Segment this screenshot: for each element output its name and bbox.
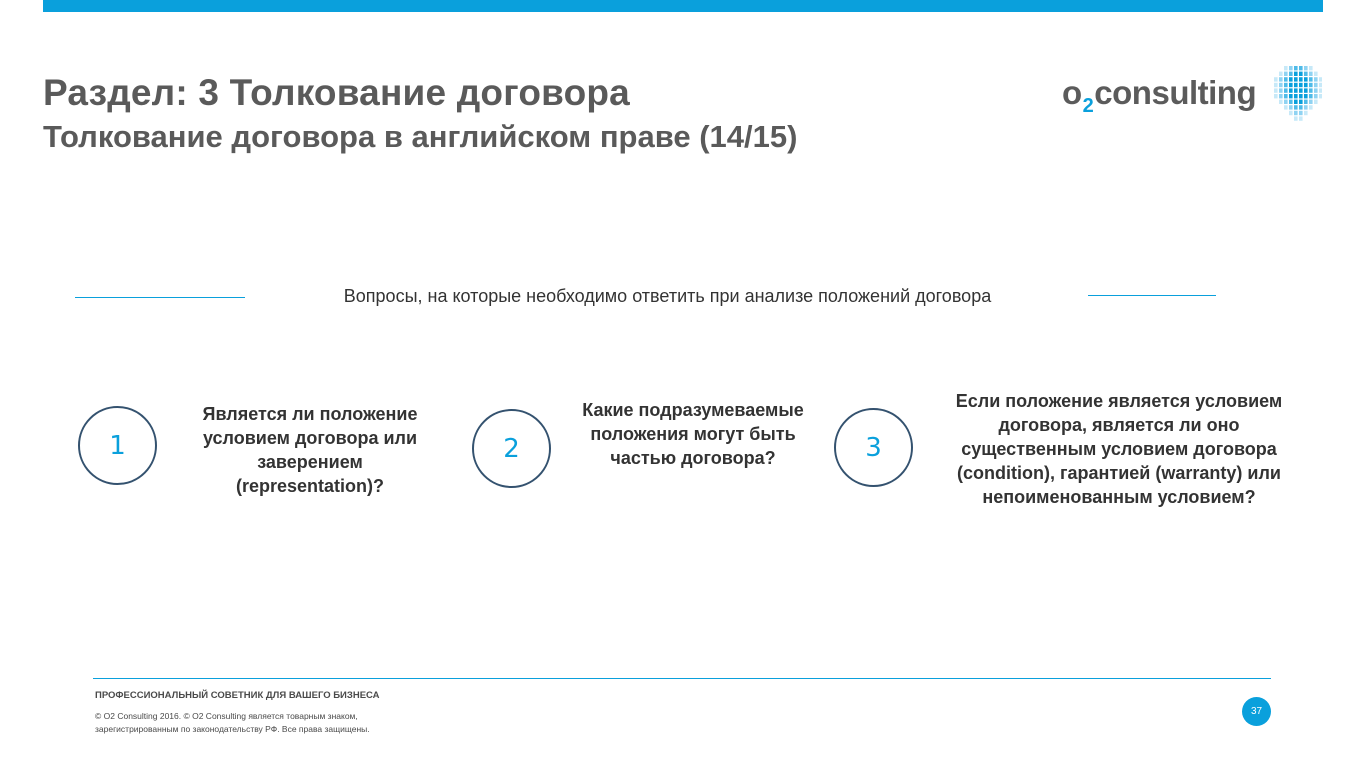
logo-square	[1309, 88, 1313, 92]
logo-square	[1289, 105, 1293, 109]
page-title: Раздел: 3 Толкование договора	[43, 72, 630, 113]
logo-square	[1314, 100, 1318, 104]
logo-square	[1289, 94, 1293, 98]
logo-square	[1274, 94, 1278, 98]
logo-square	[1314, 88, 1318, 92]
logo-square	[1299, 111, 1303, 115]
globe-logo-icon	[1272, 64, 1322, 124]
section-line-left	[75, 297, 245, 298]
logo-square	[1309, 77, 1313, 81]
section-heading: Вопросы, на которые необходимо ответить при анализе положений договора	[343, 286, 992, 306]
logo-square	[1284, 88, 1288, 92]
logo-square	[1299, 77, 1303, 81]
logo-wordmark	[1062, 74, 1257, 117]
logo-square	[1284, 83, 1288, 87]
logo-square	[1314, 83, 1318, 87]
logo-square	[1289, 77, 1293, 81]
logo-square	[1279, 94, 1283, 98]
logo-subscript: 2	[1082, 95, 1094, 117]
question-text-2: Какие подразумеваемые положения могут быть частью договора?	[582, 400, 804, 468]
logo-square	[1304, 100, 1308, 104]
logo-square	[1299, 116, 1303, 120]
logo-square	[1309, 72, 1313, 76]
logo-square	[1289, 111, 1293, 115]
logo-square	[1304, 88, 1308, 92]
logo-square	[1304, 83, 1308, 87]
top-accent-bar	[43, 0, 1323, 12]
logo-square	[1314, 72, 1318, 76]
logo-square	[1294, 100, 1298, 104]
logo-square	[1319, 77, 1322, 81]
logo-square	[1294, 83, 1298, 87]
logo-square	[1284, 105, 1288, 109]
logo-square	[1284, 77, 1288, 81]
logo-square	[1299, 94, 1303, 98]
logo-square	[1294, 105, 1298, 109]
logo-square	[1304, 105, 1308, 109]
logo-square	[1309, 66, 1313, 70]
logo-square	[1319, 88, 1322, 92]
logo-square	[1299, 83, 1303, 87]
logo-square	[1294, 116, 1298, 120]
logo-square	[1314, 77, 1318, 81]
logo-word: consulting	[1094, 74, 1257, 111]
logo-square	[1319, 94, 1322, 98]
logo-square	[1299, 100, 1303, 104]
logo-square	[1284, 72, 1288, 76]
logo-square	[1274, 83, 1278, 87]
logo-square	[1299, 66, 1303, 70]
logo-square	[1289, 66, 1293, 70]
logo-square	[1289, 72, 1293, 76]
logo-square	[1309, 100, 1313, 104]
logo-square	[1294, 88, 1298, 92]
logo-square	[1284, 66, 1288, 70]
logo-square	[1309, 83, 1313, 87]
logo-letter-o: o	[1062, 74, 1082, 111]
logo-square	[1304, 111, 1308, 115]
footer-divider	[93, 678, 1271, 679]
logo-square	[1279, 72, 1283, 76]
question-text-1: Является ли положение условием договора или заверением (representation)?	[202, 404, 418, 496]
logo-square	[1294, 77, 1298, 81]
logo-square	[1299, 105, 1303, 109]
logo-square	[1304, 94, 1308, 98]
logo-square	[1289, 88, 1293, 92]
logo-square	[1289, 83, 1293, 87]
logo-square	[1314, 94, 1318, 98]
logo-square	[1279, 83, 1283, 87]
logo-square	[1319, 83, 1322, 87]
logo-square	[1284, 94, 1288, 98]
logo-square	[1299, 72, 1303, 76]
logo-square	[1294, 111, 1298, 115]
question-number-3: 3	[834, 408, 913, 487]
logo-square	[1279, 77, 1283, 81]
logo-square	[1274, 88, 1278, 92]
company-logo	[1062, 62, 1332, 124]
footer-copyright: © O2 Consulting 2016. © O2 Consulting является товарным знаком, зарегистрированным по законодательству РФ. Все права защищены.	[95, 711, 370, 734]
question-text-3: Если положение является условием договора, является ли оно существенным условием договора (condition), гарантией (warranty) или непоименованным условием?	[955, 391, 1283, 507]
logo-square	[1304, 66, 1308, 70]
logo-square	[1274, 77, 1278, 81]
logo-square	[1294, 94, 1298, 98]
page-subtitle: Толкование договора в английском праве (14/15)	[43, 119, 798, 154]
logo-square	[1304, 72, 1308, 76]
question-number-2: 2	[472, 409, 551, 488]
logo-square	[1289, 100, 1293, 104]
logo-square	[1309, 94, 1313, 98]
logo-square	[1279, 100, 1283, 104]
logo-square	[1304, 77, 1308, 81]
question-number-1: 1	[78, 406, 157, 485]
logo-square	[1294, 66, 1298, 70]
footer-tagline: ПРОФЕССИОНАЛЬНЫЙ СОВЕТНИК ДЛЯ ВАШЕГО БИЗНЕСА	[95, 690, 380, 701]
logo-square	[1299, 88, 1303, 92]
logo-square	[1279, 88, 1283, 92]
logo-square	[1284, 100, 1288, 104]
page-number-badge: 37	[1242, 697, 1271, 726]
section-line-right	[1088, 295, 1216, 296]
logo-square	[1309, 105, 1313, 109]
logo-square	[1294, 72, 1298, 76]
